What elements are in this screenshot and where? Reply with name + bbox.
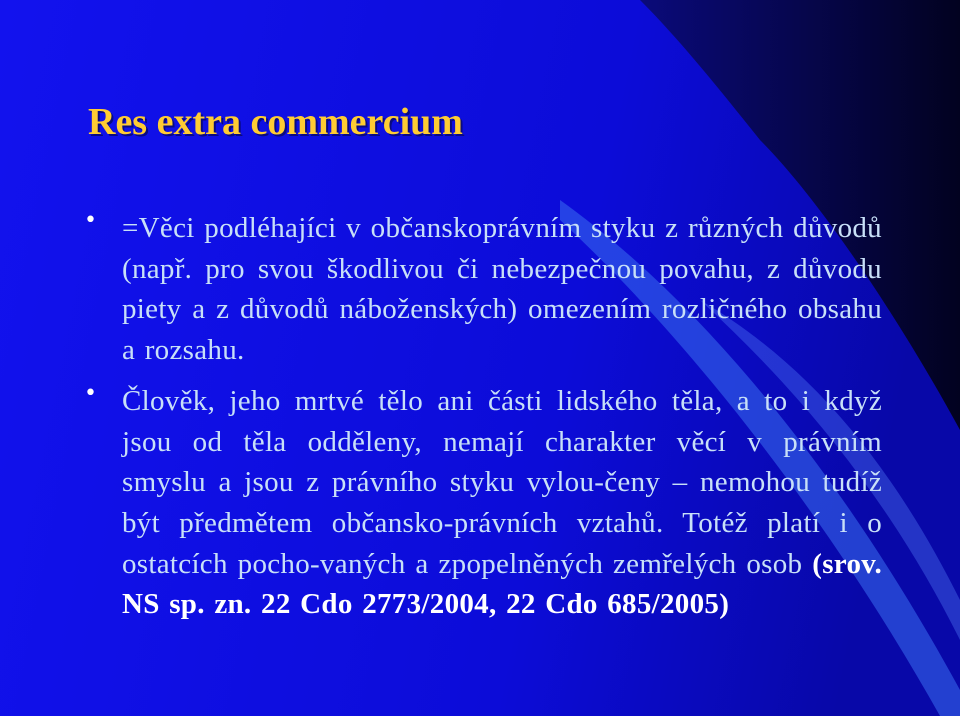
bullet-item [82, 208, 882, 371]
bullet-text: =Věci podléhajíci v občanskoprávním styku z různých důvodů (např. pro svou škodlivou či nebezpečnou povahu, z důvodu piety a z důvodů náboženských) omezením rozličného obsahu a rozsahu. [122, 212, 882, 367]
bullet-dot-icon: • [84, 380, 97, 406]
bullet-list [82, 208, 882, 625]
citation: (srov. NS sp. zn. 22 Cdo 2773/2004, 22 Cdo 685/2005) [122, 547, 882, 621]
bullet-item [82, 381, 882, 625]
bullet-text [122, 381, 882, 625]
bullet-dot-icon: • [84, 208, 97, 233]
slide-title: Res extra commercium [88, 101, 463, 143]
bullet-text-main: Člověk, jeho mrtvé tělo ani části lidského těla, a to i když jsou od těla odděleny, nemají charakter věcí v právním smyslu a jsou z právního styku vylou-čeny – nemohou tudíž být předmětem občansko-právních vztahů. Totéž platí i o ostatcích pocho-vaných a zpopelněných zemřelých osob [122, 384, 882, 580]
